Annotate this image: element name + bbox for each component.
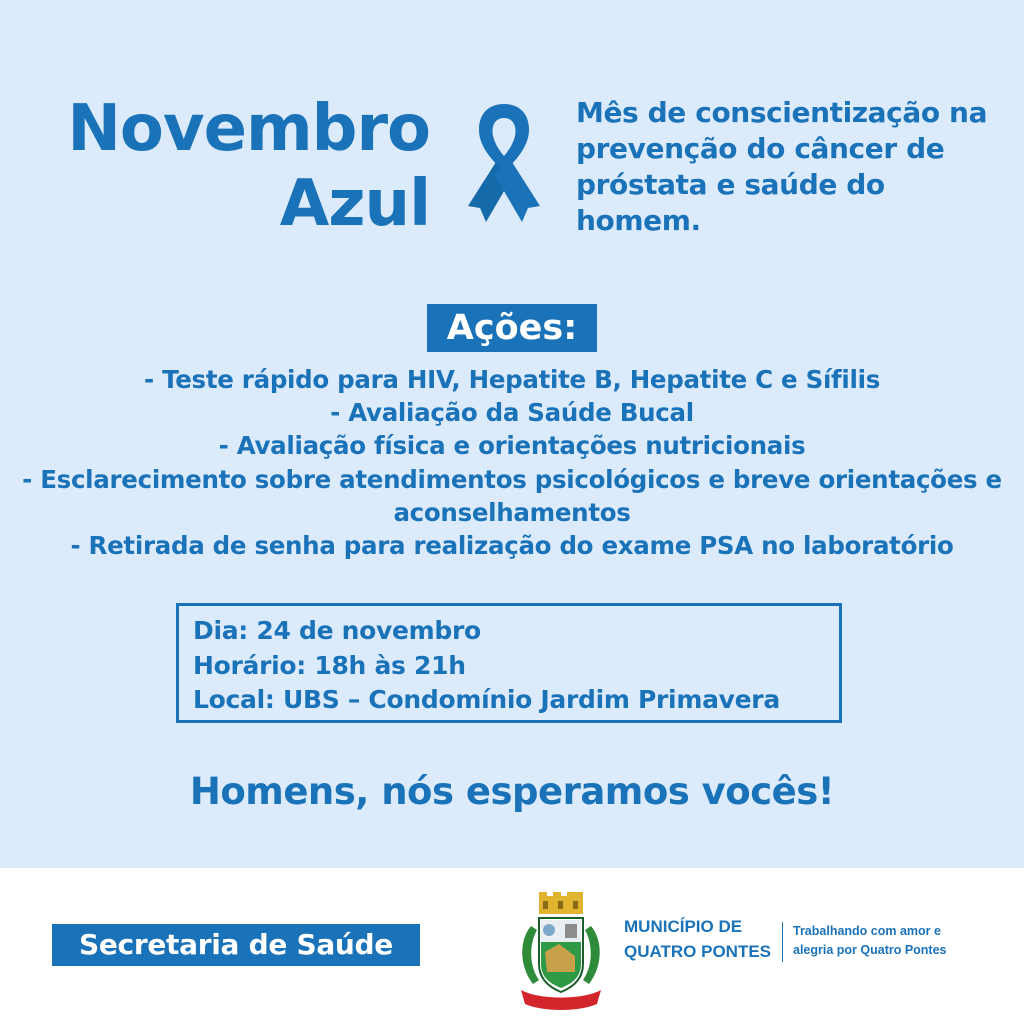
municipal-crest-icon bbox=[515, 892, 607, 1014]
municipality-name bbox=[624, 914, 771, 964]
secretaria-label: Secretaria de Saúde bbox=[52, 924, 420, 966]
action-item: - Avaliação física e orientações nutricionais bbox=[218, 431, 806, 461]
action-item: - Avaliação da Saúde Bucal bbox=[330, 398, 694, 428]
action-item: - Esclarecimento sobre atendimentos psicológicos e breve orientações e aconselhamentos bbox=[22, 464, 1002, 527]
action-item: - Teste rápido para HIV, Hepatite B, Hepatite C e Sífilis bbox=[143, 365, 880, 394]
title-line-2: Azul bbox=[279, 167, 430, 241]
action-item: - Retirada de senha para realização do exame PSA no laboratório bbox=[70, 531, 954, 561]
event-day: Dia: 24 de novembro bbox=[193, 616, 481, 645]
municipality-slogan bbox=[793, 922, 947, 960]
footer bbox=[0, 868, 1024, 1024]
slogan-line-2: alegria por Quatro Pontes bbox=[793, 943, 947, 957]
event-time: Horário: 18h às 21h bbox=[193, 650, 466, 680]
municipality-line-2: QUATRO PONTES bbox=[624, 942, 772, 961]
event-location: Local: UBS – Condomínio Jardim Primavera bbox=[193, 685, 780, 714]
event-info-box bbox=[176, 603, 842, 723]
municipality-line-1: MUNICÍPIO DE bbox=[624, 917, 743, 936]
campaign-subtitle: Mês de conscientização na prevenção do câncer de próstata e saúde do homem. bbox=[576, 96, 988, 237]
closing-message: Homens, nós esperamos vocês! bbox=[189, 770, 835, 813]
awareness-ribbon-icon bbox=[462, 100, 546, 224]
title-line-1: Novembro bbox=[67, 92, 430, 166]
actions-heading: Ações: bbox=[427, 304, 597, 352]
footer-divider bbox=[782, 922, 783, 962]
actions-list bbox=[20, 363, 1004, 562]
slogan-line-1: Trabalhando com amor e bbox=[793, 924, 941, 938]
